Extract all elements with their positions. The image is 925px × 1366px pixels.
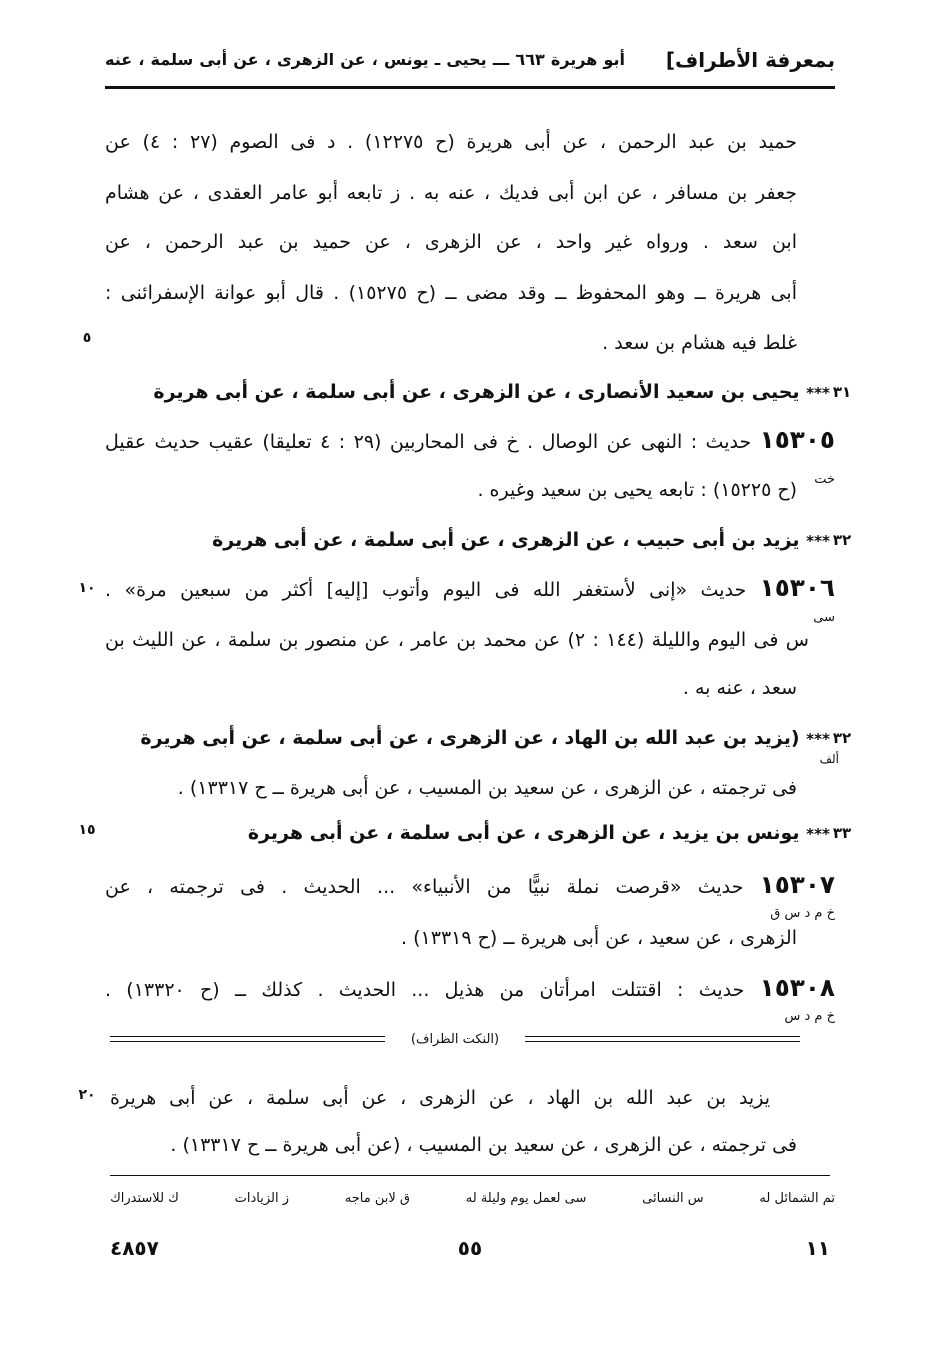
legend-rule — [110, 1175, 830, 1176]
entry-number-31: ٣١ — [832, 383, 852, 401]
header-book-title: بمعرفة الأطراف] — [665, 48, 835, 72]
hadith-continuation-15306-2: سعد ، عنه به . — [682, 677, 797, 699]
footer-volume-number: ١١ — [805, 1236, 830, 1260]
entry-heading-32a — [105, 720, 830, 756]
intro-line-4: أبى هريرة ــ وهو المحفوظ ــ وقد مضى ــ (ح ١٥٢٧٥) . قال أبو عوانة الإسفرائنى : — [105, 282, 797, 304]
legend-item: تم الشمائل له — [759, 1191, 835, 1206]
notes-title: (النكت الظراف) — [410, 1032, 500, 1047]
header-rule — [105, 86, 835, 89]
legend-item: س النسائى — [642, 1191, 704, 1206]
margin-line-number-20: ٢٠ — [78, 1087, 96, 1103]
hadith-text: حديث «قرصت نملة نبيًّا من الأنبياء» ... الحديث . فى ترجمته ، عن — [105, 876, 744, 898]
margin-line-number-5: ٥ — [82, 330, 92, 346]
divider-line-left-top — [110, 1036, 385, 1037]
intro-line-2: جعفر بن مسافر ، عن ابن أبى فديك ، عنه به . ز تابعه أبو عامر العقدى ، عن هشام — [105, 182, 797, 204]
entry-heading-text: (يزيد بن عبد الله بن الهاد ، عن الزهرى ، عن أبى سلمة ، عن أبى هريرة — [140, 727, 800, 749]
hadith-sigla-15308: خ م د س — [784, 1009, 835, 1024]
entry-number-suffix: ألف — [819, 752, 839, 766]
intro-line-1: حميد بن عبد الرحمن ، عن أبى هريرة (ح ١٢٢٧٥) . د فى الصوم (٢٧ : ٤) عن — [105, 131, 797, 153]
divider-line-right-top — [525, 1036, 800, 1037]
hadith-sigla-15307: خ م د س ق — [770, 906, 835, 921]
margin-line-number-15: ١٥ — [78, 822, 96, 838]
legend-item: سى لعمل يوم وليلة له — [465, 1191, 587, 1206]
divider-line-left-bottom — [110, 1041, 385, 1042]
hadith-sigla-15305: خت — [814, 472, 835, 487]
entry-marker: *** — [806, 384, 830, 402]
entry-heading-33 — [105, 815, 830, 851]
hadith-continuation-15307: الزهرى ، عن سعيد ، عن أبى هريرة ــ (ح ١٣٣١٩) . — [401, 927, 797, 949]
legend-item: ق لابن ماجه — [344, 1191, 410, 1206]
hadith-text: حديث : النهى عن الوصال . خ فى المحاربين (٢٩ : ٤ تعليقا) عقيب حديث عقيل — [105, 431, 752, 453]
legend-item: ك للاستدراك — [110, 1191, 179, 1206]
intro-line-3: ابن سعد . ورواه غير واحد ، عن الزهرى ، عن حميد بن عبد الرحمن ، عن — [105, 231, 797, 253]
hadith-text: حديث «إنى لأستغفر الله فى اليوم وأتوب [إليه] أكثر من سبعين مرة» . — [105, 579, 747, 601]
hadith-line-15305 — [105, 422, 835, 458]
hadith-sigla-15306: سى — [813, 610, 835, 625]
entry-heading-text: يحيى بن سعيد الأنصارى ، عن الزهرى ، عن أبى سلمة ، عن أبى هريرة — [153, 381, 800, 403]
footer-page-number: ٥٥ — [457, 1236, 483, 1260]
hadith-number: ١٥٣٠٦ — [759, 573, 835, 602]
entry-heading-32 — [105, 522, 830, 558]
margin-line-number-10: ١٠ — [78, 580, 96, 596]
entry-marker: *** — [806, 532, 830, 550]
entry-heading-text: يزيد بن أبى حبيب ، عن الزهرى ، عن أبى سلمة ، عن أبى هريرة — [212, 529, 800, 551]
divider-line-right-bottom — [525, 1041, 800, 1042]
entry-continuation-32a: فى ترجمته ، عن الزهرى ، عن سعيد بن المسيب ، عن أبى هريرة ــ ح ١٣٣١٧) . — [177, 777, 797, 799]
hadith-line-15306 — [105, 570, 835, 606]
note-line-2: فى ترجمته ، عن الزهرى ، عن سعيد بن المسيب ، (عن أبى هريرة ــ ح ١٣٣١٧) . — [170, 1134, 797, 1156]
entry-marker: *** — [806, 825, 830, 843]
hadith-number: ١٥٣٠٨ — [759, 973, 835, 1002]
entry-marker: *** — [806, 730, 830, 748]
hadith-line-15307 — [105, 867, 835, 903]
note-line-1: يزيد بن عبد الله بن الهاد ، عن الزهرى ، عن أبى سلمة ، عن أبى هريرة — [110, 1087, 770, 1109]
entry-heading-text: يونس بن يزيد ، عن الزهرى ، عن أبى سلمة ، عن أبى هريرة — [247, 822, 800, 844]
intro-line-5: غلط فيه هشام بن سعد . — [602, 332, 797, 354]
hadith-text: حديث : اقتتلت امرأتان من هذيل ... الحديث . كذلك ــ (ح ١٣٣٢٠) . — [105, 979, 745, 1001]
entry-number-33: ٣٣ — [832, 824, 852, 842]
legend-item: ز الزيادات — [234, 1191, 290, 1206]
sigla-legend — [110, 1186, 835, 1212]
entry-heading-31 — [105, 374, 830, 410]
entry-number-32: ٣٢ — [832, 531, 852, 549]
hadith-number: ١٥٣٠٧ — [759, 870, 835, 899]
hadith-continuation-15305: (ح ١٥٢٢٥) : تابعه يحيى بن سعيد وغيره . — [477, 479, 797, 501]
entry-number-32a: ٣٢ — [832, 729, 852, 747]
hadith-number: ١٥٣٠٥ — [759, 425, 835, 454]
hadith-continuation-15306-1: س فى اليوم والليلة (١٤٤ : ٢) عن محمد بن عامر ، عن منصور بن سلمة ، عن الليث بن — [105, 629, 809, 651]
footer-sequence-number: ٤٨٥٧ — [110, 1236, 159, 1260]
hadith-line-15308 — [105, 970, 835, 1006]
header-running-title: أبو هريرة ٦٦٣ ـــ يحيى ـ يونس ، عن الزهرى ، عن أبى سلمة ، عنه — [105, 50, 625, 69]
